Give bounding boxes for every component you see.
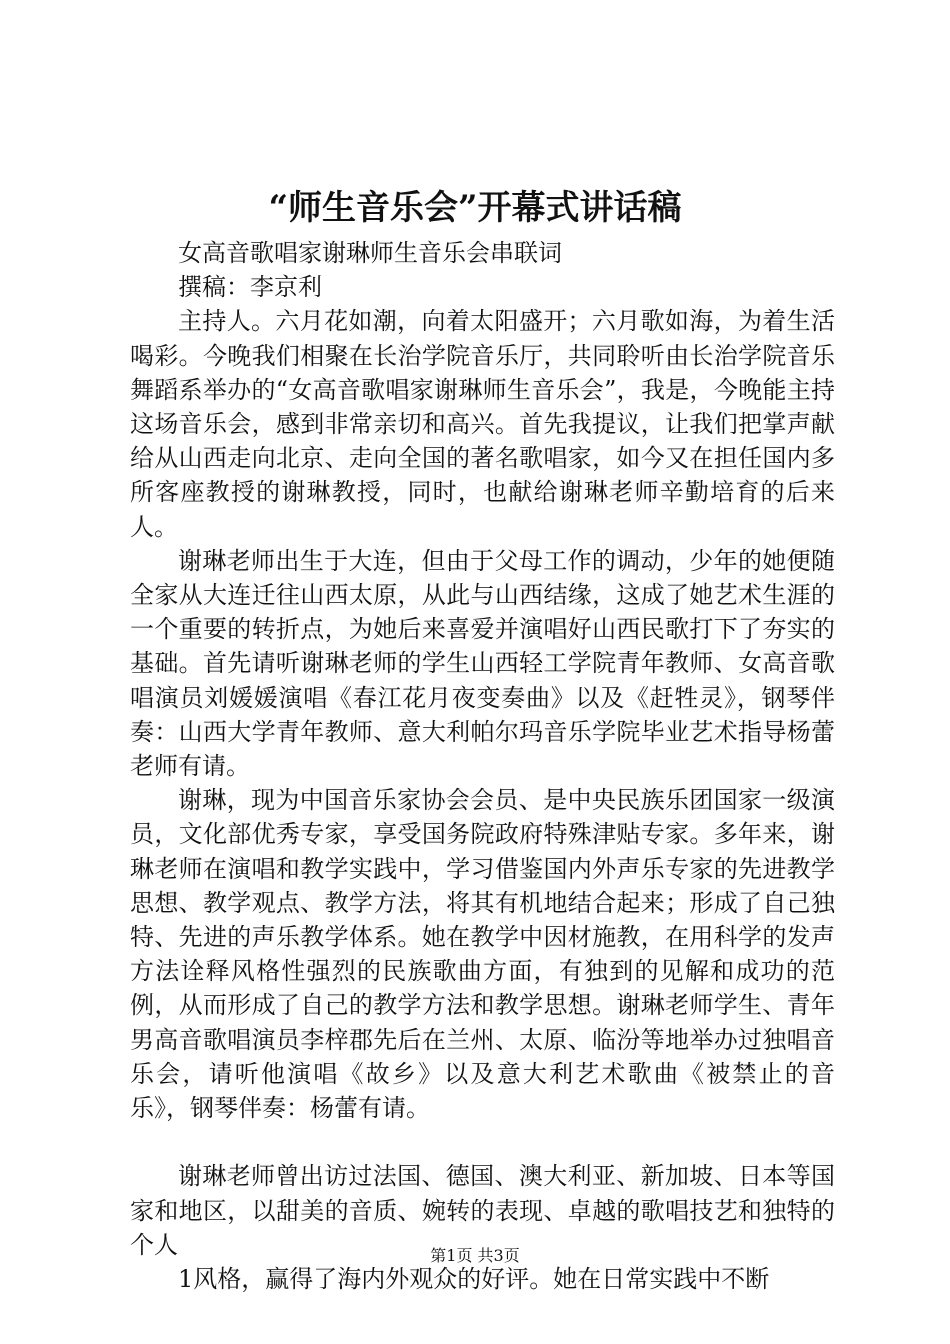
document-body [130,236,835,1296]
paragraph-author: 撰稿：李京利 [178,273,322,302]
paragraph-international: 谢琳老师曾出访过法国、德国、澳大利亚、新加坡、日本等国家和地区，以甜美的音质、婉转的表现、卓越的歌唱技艺和独特的个人 [130,1162,835,1259]
paragraph-continued: 1风格，赢得了海内外观众的好评。她在日常实践中不断 [178,1265,770,1294]
page-footer: 第1页 共3页 [430,1246,520,1265]
paragraph-spacer [130,1125,835,1159]
paragraph-host-opening: 主持人。六月花如潮，向着太阳盛开；六月歌如海，为着生活喝彩。今晚我们相聚在长治学院音乐厅，共同聆听由长治学院音乐舞蹈系举办的“女高音歌唱家谢琳师生音乐会”，我是，今晚能主持这场音乐会，感到非常亲切和高兴。首先我提议，让我们把掌声献给从山西走向北京、走向全国的著名歌唱家，如今又在担任国内多所客座教授的谢琳教授，同时，也献给谢琳老师辛勤培育的后来人。 [130,307,835,541]
paragraph-subtitle: 女高音歌唱家谢琳师生音乐会串联词 [178,239,562,267]
document-title: “师生音乐会”开幕式讲话稿 [268,188,682,228]
paragraph-achievements: 谢琳，现为中国音乐家协会会员、是中央民族乐团国家一级演员，文化部优秀专家，享受国务院政府特殊津贴专家。多年来，谢琳老师在演唱和教学实践中，学习借鉴国内外声乐专家的先进教学思想、教学观点、教学方法，将其有机地结合起来；形成了自己独特、先进的声乐教学体系。她在教学中因材施教，在用科学的发声方法诠释风格性强烈的民族歌曲方面，有独到的见解和成功的范例，从而形成了自己的教学方法和教学思想。谢琳老师学生、青年男高音歌唱演员李梓郡先后在兰州、太原、临汾等地举办过独唱音乐会，请听他演唱《故乡》以及意大利艺术歌曲《被禁止的音乐》，钢琴伴奏：杨蕾有请。 [130,786,835,1123]
paragraph-biography: 谢琳老师出生于大连，但由于父母工作的调动，少年的她便随全家从大连迁往山西太原，从此与山西结缘，这成了她艺术生涯的一个重要的转折点，为她后来喜爱并演唱好山西民歌打下了夯实的基础。首先请听谢琳老师的学生山西轻工学院青年教师、女高音歌唱演员刘媛媛演唱《春江花月夜变奏曲》以及《赶牲灵》，钢琴伴奏：山西大学青年教师、意大利帕尔玛音乐学院毕业艺术指导杨蕾老师有请。 [130,546,835,781]
